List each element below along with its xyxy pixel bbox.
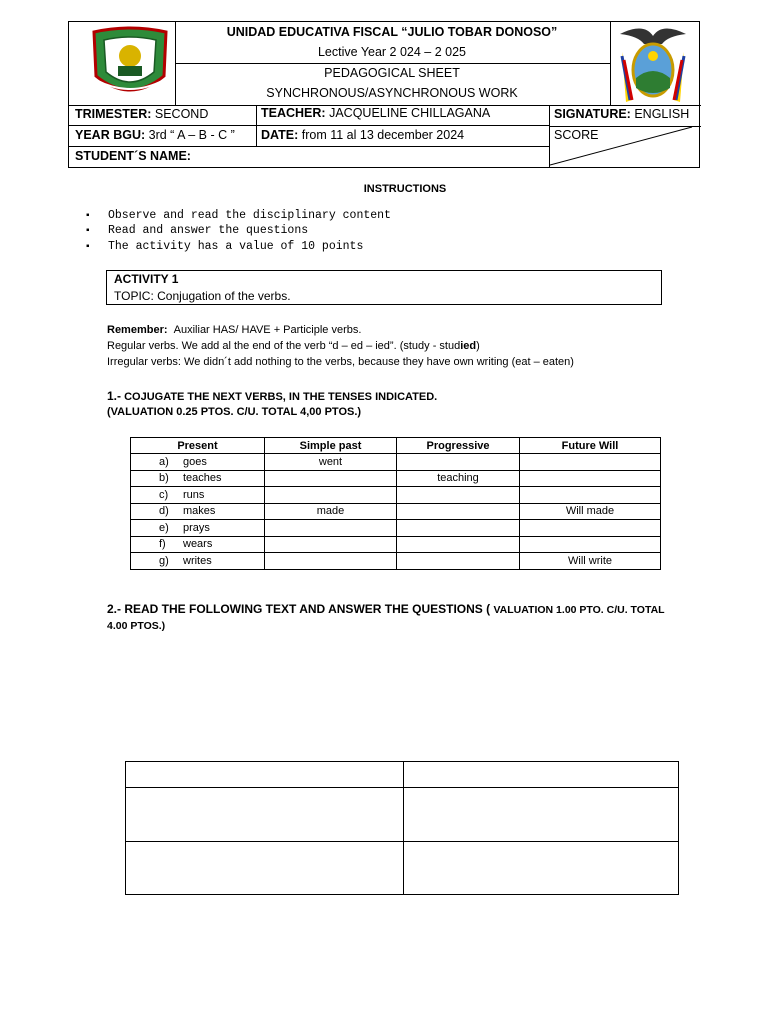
present-cell: d) makes [131, 503, 265, 520]
teacher-field: TEACHER: JACQUELINE CHILLAGANA [261, 106, 491, 120]
column-header: Present [131, 438, 265, 454]
instruction-item: Read and answer the questions [108, 224, 309, 237]
simple-past-cell[interactable] [265, 470, 397, 487]
simple-past-cell[interactable]: made [265, 503, 397, 520]
simple-past-cell[interactable] [265, 487, 397, 504]
table-row [131, 470, 661, 487]
date-field: DATE: from 11 al 13 december 2024 [261, 128, 465, 142]
instruction-item: Observe and read the disciplinary content [108, 209, 391, 222]
instructions-title: INSTRUCTIONS [363, 183, 447, 195]
future-will-cell[interactable] [520, 487, 661, 504]
table-row [126, 842, 679, 895]
future-will-cell[interactable] [520, 536, 661, 553]
table-row [131, 503, 661, 520]
answer-cell[interactable] [126, 788, 404, 842]
lective-year: Lective Year 2 024 – 2 025 [317, 45, 467, 59]
question-2-valuation: 4.00 PTOS.) [107, 620, 166, 632]
table-row [126, 788, 679, 842]
present-cell: g) writes [131, 553, 265, 570]
answer-cell[interactable] [126, 842, 404, 895]
simple-past-cell[interactable] [265, 553, 397, 570]
question-1-title: 1.- COJUGATE THE NEXT VERBS, IN THE TENSES INDICATED. [107, 389, 438, 403]
progressive-cell[interactable] [397, 553, 520, 570]
answer-cell[interactable] [404, 788, 679, 842]
remember-line-1: Remember: Auxiliar HAS/ HAVE + Participle verbs. [107, 324, 362, 336]
present-cell: b) teaches [131, 470, 265, 487]
present-cell: e) prays [131, 520, 265, 537]
bullet-icon: ▪ [86, 210, 90, 221]
present-cell: f) wears [131, 536, 265, 553]
school-name: UNIDAD EDUCATIVA FISCAL “JULIO TOBAR DONOSO” [226, 25, 558, 39]
score-label: SCORE [554, 128, 599, 142]
activity-name: ACTIVITY 1 [114, 272, 179, 286]
work-type: SYNCHRONOUS/ASYNCHRONOUS WORK [266, 86, 518, 100]
present-cell: c) runs [131, 487, 265, 504]
future-will-cell[interactable] [520, 454, 661, 471]
question-2-title: 2.- READ THE FOLLOWING TEXT AND ANSWER THE QUESTIONS ( VALUATION 1.00 PTO. C/U. TOTAL [107, 602, 665, 616]
score-diagonal-line [550, 125, 700, 168]
simple-past-cell[interactable] [265, 536, 397, 553]
year-field: YEAR BGU: 3rd “ A – B - C ” [75, 128, 235, 142]
remember-line-2: Regular verbs. We add al the end of the verb “d – ed – ied”. (study - studied) [107, 340, 480, 352]
table-row [131, 520, 661, 537]
column-header: Progressive [397, 438, 520, 454]
column-header: Simple past [265, 438, 397, 454]
student-name-label: STUDENT´S NAME: [75, 149, 191, 163]
ecuador-coat-of-arms-icon [614, 22, 692, 108]
simple-past-cell[interactable] [265, 520, 397, 537]
table-row [126, 762, 679, 788]
table-row [131, 454, 661, 471]
answer-table [125, 761, 679, 895]
simple-past-cell[interactable]: went [265, 454, 397, 471]
bullet-icon: ▪ [86, 225, 90, 236]
progressive-cell[interactable] [397, 503, 520, 520]
answer-cell[interactable] [404, 762, 679, 788]
answer-cell[interactable] [126, 762, 404, 788]
column-header: Future Will [520, 438, 661, 454]
progressive-cell[interactable] [397, 487, 520, 504]
sheet-title: PEDAGOGICAL SHEET [324, 66, 460, 80]
future-will-cell[interactable] [520, 470, 661, 487]
table-row [131, 536, 661, 553]
progressive-cell[interactable] [397, 520, 520, 537]
future-will-cell[interactable] [520, 520, 661, 537]
instruction-item: The activity has a value of 10 points [108, 240, 364, 253]
progressive-cell[interactable] [397, 454, 520, 471]
activity-topic: TOPIC: Conjugation of the verbs. [114, 289, 291, 303]
trimester-field: TRIMESTER: SECOND [75, 107, 209, 121]
question-1-valuation: (VALUATION 0.25 PTOS. C/U. TOTAL 4,00 PTOS.) [107, 406, 362, 418]
bullet-icon: ▪ [86, 241, 90, 252]
table-header-row [131, 438, 661, 454]
answer-cell[interactable] [404, 842, 679, 895]
remember-line-3: Irregular verbs: We didn´t add nothing to the verbs, because they have own writing (eat – eaten) [107, 356, 574, 368]
future-will-cell[interactable]: Will write [520, 553, 661, 570]
future-will-cell[interactable]: Will made [520, 503, 661, 520]
progressive-cell[interactable] [397, 536, 520, 553]
signature-field: SIGNATURE: ENGLISH [554, 107, 690, 121]
progressive-cell[interactable]: teaching [397, 470, 520, 487]
table-row [131, 553, 661, 570]
verbs-table [130, 437, 661, 570]
table-row [131, 487, 661, 504]
school-logo-icon [88, 26, 172, 102]
present-cell: a) goes [131, 454, 265, 471]
